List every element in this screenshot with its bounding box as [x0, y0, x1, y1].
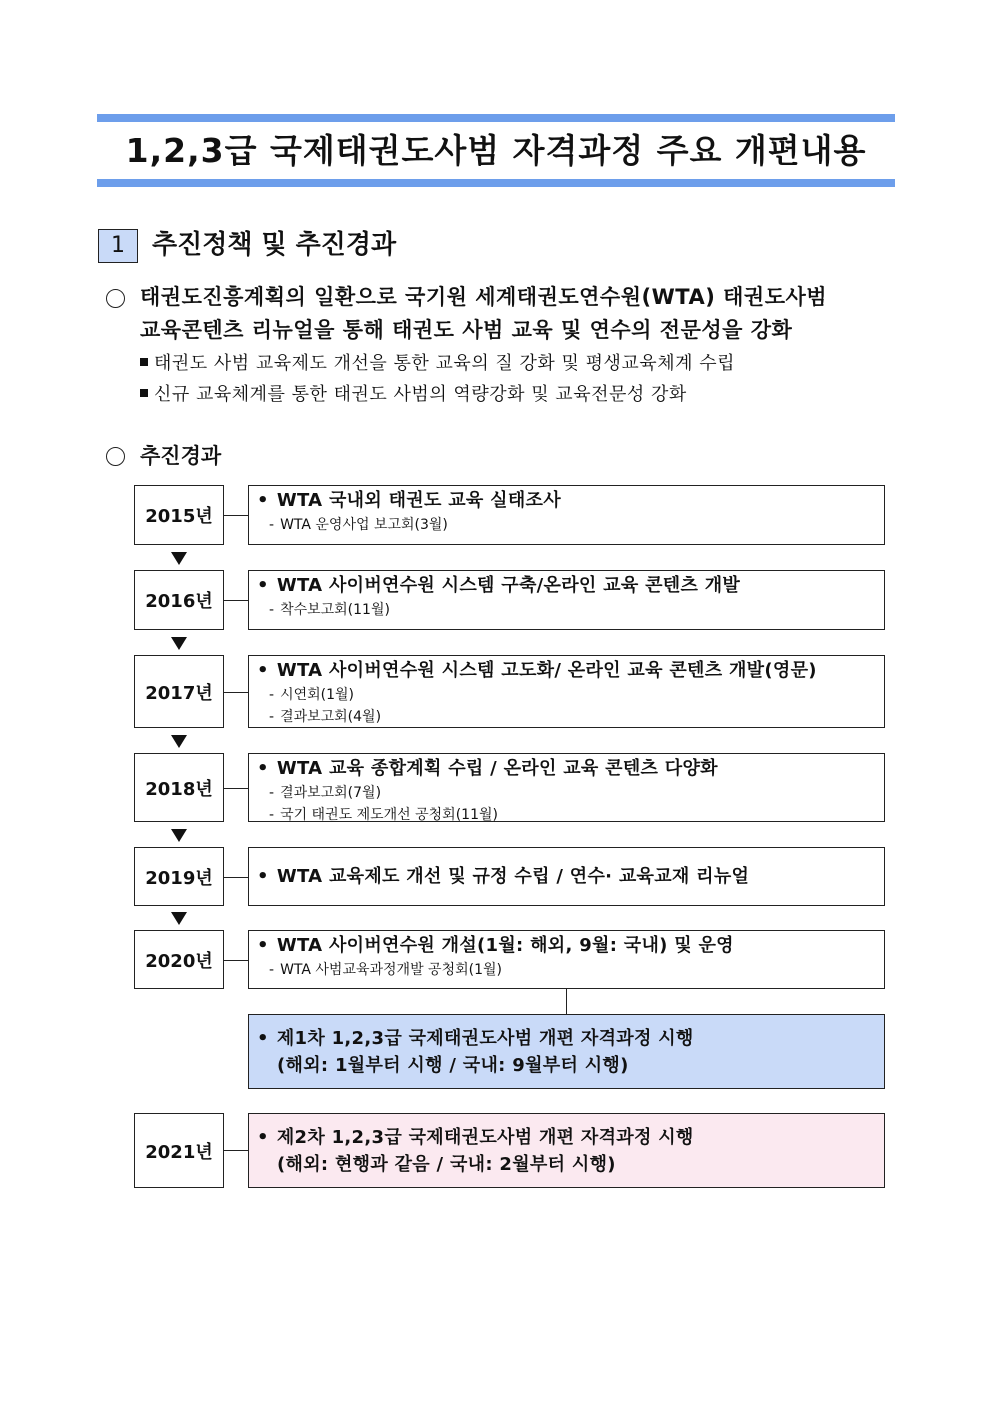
timeline-sub-item [257, 782, 884, 804]
highlight-box-2020 [248, 1014, 885, 1089]
timeline-main-item [257, 573, 884, 599]
timeline-sub-item [257, 684, 884, 706]
highlight-line-1 [257, 1025, 884, 1052]
year-box-2020: 2020년 [134, 930, 224, 989]
timeline-sub-text: 결과보고회(4월) [280, 709, 382, 725]
dash-bullet: - [269, 962, 275, 978]
entry-2021-text: 제2차 1,2,3급 국제태권도사범 개편 자격과정 시행 [276, 1127, 694, 1148]
timeline-sub-text: WTA 운영사업 보고회(3월) [280, 517, 448, 533]
down-arrow-icon [171, 552, 187, 565]
policy-sub-item [140, 350, 735, 378]
dash-bullet: - [269, 687, 275, 703]
square-bullet-icon [140, 389, 148, 397]
highlight-line-2: (해외: 1월부터 시행 / 국내: 9월부터 시행) [277, 1055, 629, 1076]
timeline-main-text: WTA 국내외 태권도 교육 실태조사 [276, 490, 561, 511]
timeline-main-text: WTA 사이버연수원 시스템 고도화/ 온라인 교육 콘텐츠 개발(영문) [276, 660, 817, 681]
policy-sub-text: 태권도 사범 교육제도 개선을 통한 교육의 질 강화 및 평생교육체계 수립 [154, 353, 735, 374]
timeline-main-item [257, 933, 884, 959]
circle-bullet-icon [106, 289, 125, 308]
square-bullet-icon [140, 358, 148, 366]
year-connector [224, 515, 248, 516]
progress-heading: 추진경과 [140, 444, 222, 468]
dash-bullet: - [269, 785, 275, 801]
title-bottom-rule [97, 179, 895, 187]
dash-bullet: - [269, 709, 275, 725]
timeline-main-text: WTA 교육제도 개선 및 규정 수립 / 연수· 교육교재 리뉴얼 [276, 865, 750, 887]
timeline-main-item [257, 864, 749, 890]
bullet-dot: • [257, 1127, 269, 1148]
title-top-rule [97, 114, 895, 122]
highlight-box-2021 [248, 1113, 885, 1188]
timeline-content-box [248, 485, 885, 545]
timeline-main-text: WTA 교육 종합계획 수립 / 온라인 교육 콘텐츠 다양화 [276, 758, 718, 779]
timeline-main-item [257, 488, 884, 514]
dash-bullet: - [269, 807, 275, 823]
policy-sub-item [140, 381, 687, 409]
down-arrow-icon [171, 735, 187, 748]
bullet-dot: • [257, 935, 269, 956]
timeline-sub-text: 결과보고회(7월) [280, 785, 382, 801]
bullet-dot: • [257, 490, 269, 511]
entry-2021-line-1 [257, 1124, 884, 1151]
timeline-content-box [248, 753, 885, 822]
timeline-main-item [257, 658, 884, 684]
section-title: 추진정책 및 추진경과 [152, 230, 397, 260]
year-connector [224, 600, 248, 601]
bullet-dot: • [257, 660, 269, 681]
year-box-2018: 2018년 [134, 753, 224, 822]
year-connector [224, 960, 248, 961]
bullet-dot: • [257, 865, 269, 887]
timeline-content-box [248, 930, 885, 989]
timeline-sub-item [257, 706, 884, 728]
timeline-sub-item [257, 959, 884, 981]
dash-bullet: - [269, 602, 275, 618]
circle-bullet-icon [106, 447, 125, 466]
year-box-2021: 2021년 [134, 1113, 224, 1188]
policy-line-2: 교육콘텐츠 리뉴얼을 통해 태권도 사범 교육 및 연수의 전문성을 강화 [140, 318, 793, 342]
section-number-badge: 1 [98, 229, 138, 263]
year-connector [224, 788, 248, 789]
timeline-sub-text: 국기 태권도 제도개선 공청회(11월) [280, 807, 498, 823]
highlight-connector [566, 989, 567, 1014]
timeline-main-text: WTA 사이버연수원 개설(1월: 해외, 9월: 국내) 및 운영 [276, 935, 734, 956]
timeline-content-box [248, 847, 885, 906]
timeline-sub-text: 착수보고회(11월) [280, 602, 390, 618]
timeline-sub-item [257, 599, 884, 621]
policy-sub-text: 신규 교육체계를 통한 태권도 사범의 역량강화 및 교육전문성 강화 [154, 384, 687, 405]
timeline-main-text: WTA 사이버연수원 시스템 구축/온라인 교육 콘텐츠 개발 [276, 575, 741, 596]
bullet-dot: • [257, 758, 269, 779]
timeline-main-item [257, 756, 884, 782]
year-connector [224, 692, 248, 693]
timeline-sub-text: 시연회(1월) [280, 687, 354, 703]
down-arrow-icon [171, 637, 187, 650]
year-box-2019: 2019년 [134, 847, 224, 906]
timeline-sub-item [257, 804, 884, 826]
highlight-text: 제1차 1,2,3급 국제태권도사범 개편 자격과정 시행 [276, 1028, 694, 1049]
bullet-dot: • [257, 1028, 269, 1049]
down-arrow-icon [171, 829, 187, 842]
year-box-2017: 2017년 [134, 655, 224, 728]
bullet-dot: • [257, 575, 269, 596]
down-arrow-icon [171, 912, 187, 925]
year-box-2016: 2016년 [134, 570, 224, 630]
policy-line-1: 태권도진흥계획의 일환으로 국기원 세계태권도연수원(WTA) 태권도사범 [140, 285, 828, 309]
entry-2021-line-2: (해외: 현행과 같음 / 국내: 2월부터 시행) [277, 1154, 616, 1175]
timeline-sub-text: WTA 사범교육과정개발 공청회(1월) [280, 962, 502, 978]
dash-bullet: - [269, 517, 275, 533]
year-connector [224, 1150, 248, 1151]
timeline-content-box [248, 570, 885, 630]
year-box-2015: 2015년 [134, 485, 224, 545]
document-title: 1,2,3급 국제태권도사범 자격과정 주요 개편내용 [125, 131, 867, 170]
timeline-sub-item [257, 514, 884, 536]
year-connector [224, 877, 248, 878]
timeline-content-box [248, 655, 885, 728]
